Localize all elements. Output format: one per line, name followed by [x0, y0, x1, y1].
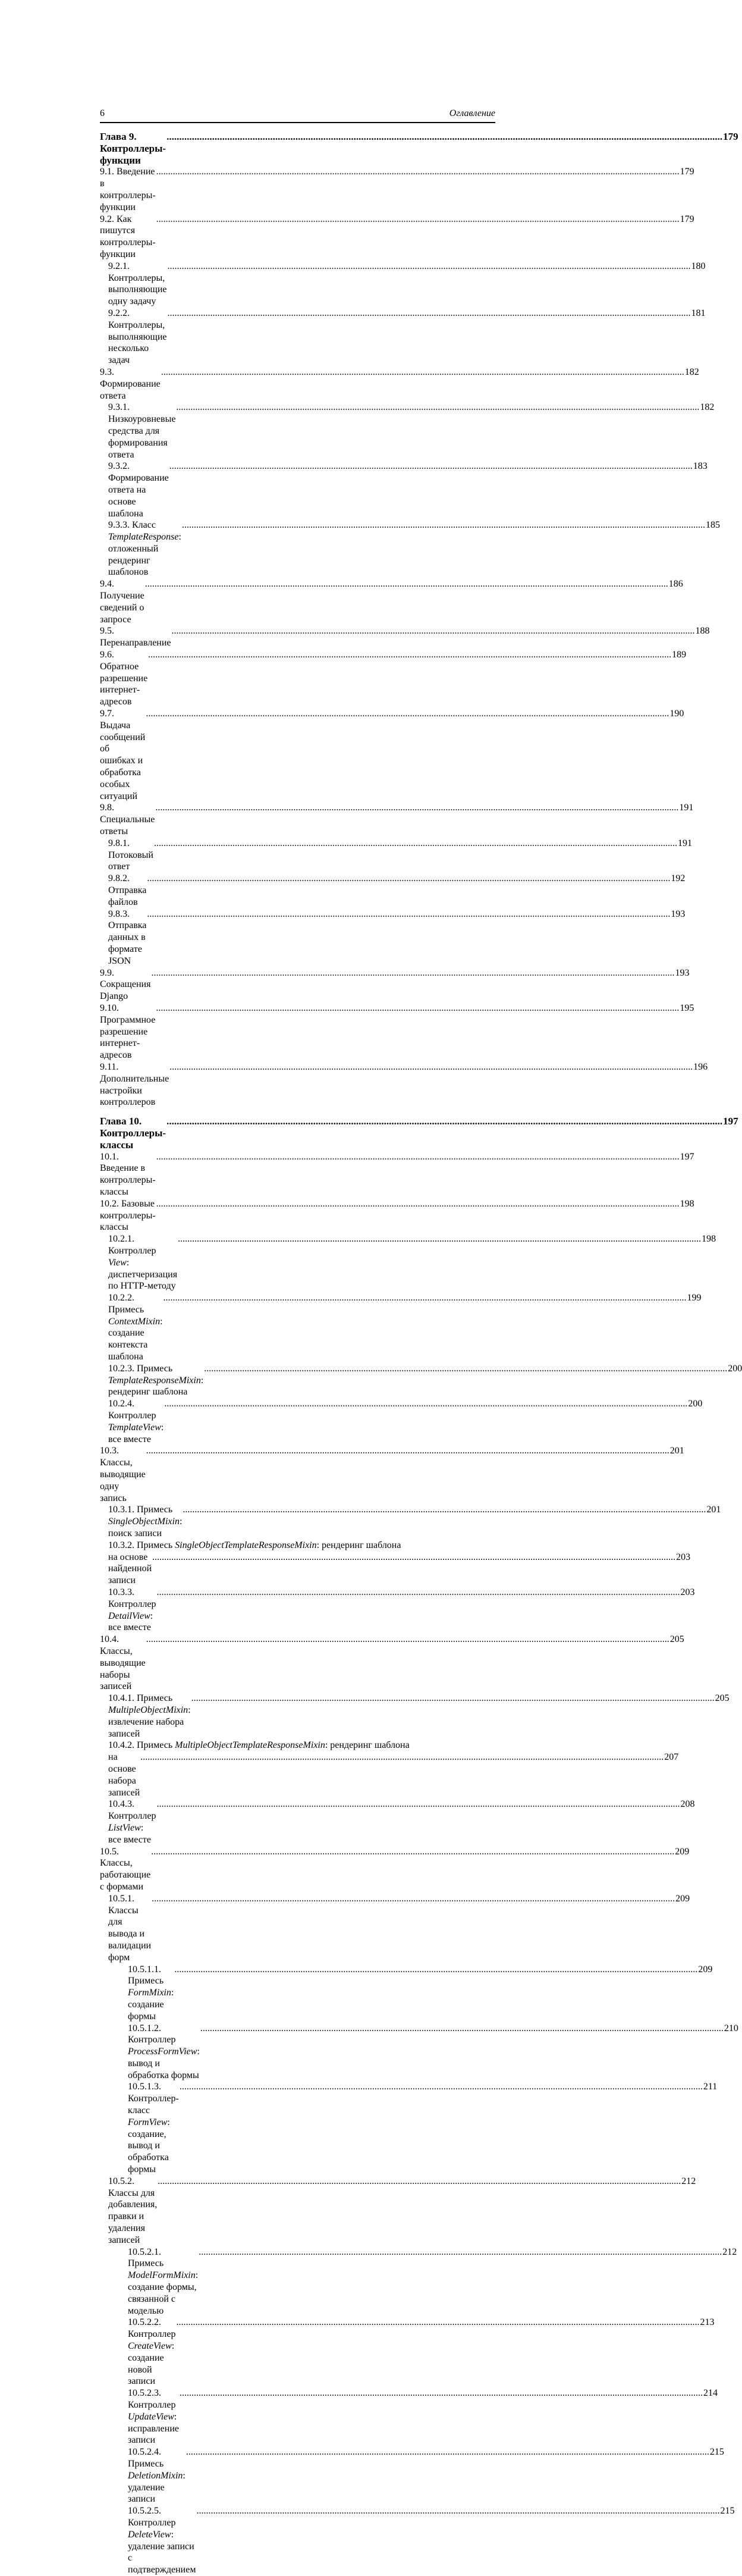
toc-page-number: 180	[691, 261, 706, 271]
dot-leader	[156, 1798, 680, 1810]
dot-leader	[156, 1198, 680, 1210]
toc-page-number: 192	[671, 873, 686, 884]
dot-leader	[146, 1445, 669, 1457]
toc-entry	[100, 838, 692, 873]
toc-entry-title: 10.5.2. Классы для добавления, правки и удаления записей	[108, 2176, 160, 2245]
dot-leader	[164, 1292, 687, 1304]
page-header	[100, 108, 495, 123]
toc-entry	[100, 460, 708, 519]
toc-entry-title: Глава 9. Контроллеры-функции	[100, 131, 166, 166]
toc-page-number: 208	[680, 1799, 695, 1810]
toc-page-number: 209	[675, 1893, 690, 1904]
dot-leader	[156, 1002, 679, 1014]
dot-leader	[164, 1398, 687, 1410]
toc-page-number: 199	[687, 1293, 702, 1303]
toc-page-number: 186	[668, 579, 683, 590]
toc-entry	[100, 1151, 694, 1198]
dot-leader	[147, 908, 670, 920]
toc-entry	[100, 1740, 495, 1751]
toc-entry	[100, 1445, 684, 1504]
dot-leader	[168, 308, 691, 319]
toc-entry-title: 9.8. Специальные ответы	[100, 803, 158, 837]
toc-entry	[100, 2446, 724, 2505]
toc-entry-title: 10.3.1. Примесь SingleObjectMixin: поиск записи	[108, 1505, 185, 1539]
toc-entry	[100, 1061, 708, 1108]
toc-page-number: 198	[702, 1234, 716, 1245]
toc-entry	[100, 2387, 718, 2446]
toc-entry	[100, 1634, 684, 1693]
toc-entry	[100, 2081, 718, 2175]
toc-page-number: 209	[675, 1846, 690, 1857]
toc-entry-title: 9.8.3. Отправка данных в формате JSON	[108, 908, 149, 966]
dot-leader	[145, 578, 668, 590]
toc-entry-title: 10.3. Классы, выводящие одну запись	[100, 1446, 148, 1503]
toc-entry-title: 9.1. Введение в контроллеры-функции	[100, 167, 158, 212]
dot-leader	[182, 519, 705, 531]
dot-leader	[156, 1587, 680, 1599]
toc-entry-title: 10.3.2. Примесь SingleObjectTemplateResponseMixin: рендеринг шаблона	[108, 1540, 401, 1550]
dot-leader	[154, 838, 677, 850]
toc-page-number: 179	[680, 167, 694, 177]
toc-page-number: 195	[680, 1002, 694, 1013]
dot-leader	[152, 1552, 675, 1563]
toc-entry-title: 9.4. Получение сведений о запросе	[100, 579, 147, 625]
toc-entry	[100, 1292, 702, 1363]
toc-entry-title: 9.2.2. Контроллеры, выполняющие несколько задач	[108, 308, 169, 366]
toc-page-number: 193	[675, 967, 690, 978]
toc-page-number: 182	[684, 366, 699, 377]
toc-page-number: 211	[703, 2082, 718, 2092]
toc-page-number: 212	[722, 2246, 737, 2257]
toc-page-number: 209	[698, 1964, 713, 1975]
toc-entry-title: 10.5.2.5. Контроллер DeleteView: удаление записи с подтверждением	[128, 2506, 199, 2575]
toc-entry	[100, 708, 684, 802]
toc-entry	[100, 802, 694, 837]
toc-page-number: 207	[664, 1752, 679, 1763]
toc-page-number: 190	[669, 709, 684, 719]
toc-entry-title: 9.11. Дополнительные настройки контроллеров	[100, 1061, 172, 1108]
toc-page-number: 200	[688, 1399, 703, 1409]
dot-leader	[169, 460, 693, 472]
toc-entry-title: 9.10. Программное разрешение интернет-адресов	[100, 1002, 158, 1061]
dot-leader	[180, 2081, 703, 2093]
toc-entry	[100, 214, 694, 261]
toc-entry-title: 9.9. Сокращения Django	[100, 967, 153, 1002]
toc-entry-title: 9.2. Как пишутся контроллеры-функции	[100, 214, 156, 259]
dot-leader	[180, 2387, 703, 2399]
toc-entry	[100, 649, 687, 708]
toc-page-number: 201	[706, 1505, 721, 1515]
dot-leader	[191, 1693, 715, 1704]
toc-page-number: 182	[700, 402, 715, 413]
toc-page-number: 197	[723, 1115, 738, 1127]
toc-entry	[100, 1504, 721, 1539]
toc-entry-title: 10.5.2.2. Контроллер CreateView: создание новой записи	[128, 2317, 178, 2387]
toc-entry-title: 9.3.2. Формирование ответа на основе шаблона	[108, 461, 171, 519]
dot-leader	[152, 1893, 675, 1905]
dot-leader	[204, 1363, 727, 1375]
toc-entry-title: на основе набора записей	[108, 1752, 140, 1798]
table-of-contents	[100, 131, 742, 2576]
dot-leader	[166, 1115, 722, 1127]
toc-entry-title: 10.2.2. Примесь ContextMixin: создание контекста шаблона	[108, 1293, 165, 1362]
dot-leader	[176, 2317, 699, 2329]
toc-entry	[100, 261, 706, 308]
dot-leader	[168, 261, 691, 272]
dot-leader	[151, 967, 674, 979]
toc-entry-title: 10.3.3. Контроллер DetailView: все вместе	[108, 1587, 159, 1633]
toc-page-number: 191	[679, 803, 694, 813]
toc-entry	[100, 1798, 695, 1845]
toc-page-number: 212	[681, 2176, 696, 2186]
page-number: 6	[100, 108, 105, 118]
toc-chapter-entry	[100, 131, 738, 166]
dot-leader	[148, 649, 671, 661]
dot-leader	[199, 2246, 722, 2258]
toc-page-number: 181	[691, 308, 706, 318]
toc-page-number: 215	[720, 2506, 735, 2517]
dot-leader	[156, 214, 680, 225]
toc-entry-title: 10.5.2.4. Примесь DeletionMixin: удаление записи	[128, 2447, 188, 2505]
dot-leader	[156, 1151, 680, 1163]
dot-leader	[140, 1751, 664, 1763]
toc-entry-title: 9.6. Обратное разрешение интернет-адресов	[100, 650, 150, 707]
toc-page-number: 201	[669, 1446, 684, 1456]
toc-entry	[100, 1846, 690, 1893]
dot-leader	[166, 131, 722, 143]
toc-entry	[100, 1233, 716, 1292]
toc-entry-title: 10.4.1. Примесь MultipleObjectMixin: извлечение набора записей	[108, 1693, 193, 1739]
toc-entry-title: 10.5.2.3. Контроллер UpdateView: исправление записи	[128, 2388, 181, 2446]
toc-entry-title: 9.3. Формирование ответа	[100, 366, 163, 401]
toc-entry	[100, 1398, 703, 1445]
dot-leader	[172, 625, 695, 637]
dot-leader	[186, 2446, 709, 2458]
dot-leader	[151, 1846, 674, 1858]
toc-page-number: 200	[728, 1363, 742, 1374]
toc-entry	[100, 967, 690, 1002]
toc-entry-title: 10.4.3. Контроллер ListView: все вместе	[108, 1799, 159, 1845]
toc-entry	[100, 166, 694, 213]
toc-entry	[100, 308, 706, 366]
toc-entry-title: 10.5. Классы, работающие с формами	[100, 1846, 153, 1892]
toc-page-number: 197	[680, 1151, 694, 1162]
toc-entry	[100, 1002, 694, 1061]
toc-page-number: 215	[709, 2447, 724, 2458]
toc-entry	[100, 402, 715, 460]
toc-page-number: 210	[724, 2023, 738, 2033]
toc-entry-title: 10.2.3. Примесь TemplateResponseMixin: рендеринг шаблона	[108, 1363, 206, 1397]
toc-page-number: 179	[723, 131, 738, 142]
dot-leader	[147, 873, 670, 885]
toc-entry	[100, 2023, 738, 2082]
toc-entry-title: 9.8.1. Потоковый ответ	[108, 838, 156, 872]
dot-leader	[156, 166, 680, 178]
toc-entry-title: 10.5.1.3. Контроллер-класс FormView: создание, вывод и обработка формы	[128, 2082, 179, 2175]
toc-entry	[100, 1552, 691, 1587]
page-header-title: Оглавление	[449, 108, 495, 118]
dot-leader	[183, 1504, 706, 1516]
toc-entry-title: 9.3.1. Низкоуровневые средства для формирования ответа	[108, 402, 178, 460]
dot-leader	[178, 1233, 701, 1245]
toc-entry-title: 10.1. Введение в контроллеры-классы	[100, 1151, 156, 1197]
toc-entry-title: 10.4.2. Примесь MultipleObjectTemplateResponseMixin: рендеринг шаблона	[108, 1740, 410, 1751]
dot-leader	[161, 366, 684, 378]
toc-entry	[100, 625, 710, 649]
toc-entry	[100, 2246, 737, 2317]
toc-entry	[100, 908, 686, 967]
dot-leader	[146, 708, 669, 720]
toc-entry	[100, 1964, 713, 2023]
toc-entry	[100, 1693, 730, 1740]
dot-leader	[155, 802, 678, 814]
toc-page-number: 188	[695, 626, 710, 637]
toc-page-number: 193	[671, 908, 686, 919]
toc-page-number: 205	[669, 1634, 684, 1645]
toc-entry-title: Глава 10. Контроллеры-классы	[100, 1115, 166, 1151]
toc-entry	[100, 1893, 690, 1964]
toc-entry-title: 10.2.4. Контроллер TemplateView: все вместе	[108, 1399, 166, 1444]
toc-page-number: 203	[680, 1587, 695, 1598]
toc-entry	[100, 1363, 742, 1398]
toc-page-number: 198	[680, 1198, 694, 1209]
toc-page-number: 205	[715, 1693, 730, 1704]
toc-page-number: 196	[693, 1061, 708, 1072]
toc-entry-title: 10.2. Базовые контроллеры-классы	[100, 1198, 157, 1233]
toc-page-number: 189	[672, 650, 687, 660]
toc-entry-title: 10.5.1. Классы для вывода и валидации форм	[108, 1893, 154, 1963]
toc-page-number: 213	[700, 2317, 715, 2328]
toc-entry	[100, 2505, 735, 2576]
toc-entry-title: 9.3.3. Класс TemplateResponse: отложенный рендеринг шаблонов	[108, 520, 184, 578]
dot-leader	[174, 1964, 697, 1976]
toc-page-number: 179	[680, 214, 694, 224]
toc-entry	[100, 1751, 679, 1798]
toc-entry	[100, 2317, 715, 2387]
dot-leader	[158, 2176, 681, 2188]
dot-leader	[146, 1634, 669, 1646]
toc-entry	[100, 366, 699, 402]
toc-entry	[100, 519, 720, 578]
toc-entry-title: на основе найденной записи	[108, 1552, 155, 1586]
dot-leader	[200, 2023, 724, 2035]
toc-entry	[100, 1587, 695, 1634]
toc-entry	[100, 1198, 694, 1233]
toc-page-number: 203	[676, 1552, 691, 1562]
toc-page-number: 185	[705, 520, 720, 531]
toc-entry-title: 9.5. Перенаправление	[100, 626, 174, 648]
toc-entry-title: 9.2.1. Контроллеры, выполняющие одну задачу	[108, 261, 169, 307]
toc-entry-title: 10.4. Классы, выводящие наборы записей	[100, 1634, 148, 1692]
toc-entry	[100, 1540, 495, 1552]
toc-entry	[100, 578, 683, 625]
toc-entry-title: 10.2.1. Контроллер View: диспетчеризация по HTTP-методу	[108, 1234, 180, 1292]
toc-entry-title: 9.8.2. Отправка файлов	[108, 873, 149, 907]
toc-entry	[100, 2176, 696, 2246]
toc-entry-title: 10.5.2.1. Примесь ModelFormMixin: создание формы, связанной с моделью	[128, 2246, 201, 2316]
toc-entry-title: 9.7. Выдача сообщений об ошибках и обработка особых ситуаций	[100, 709, 148, 801]
toc-entry-title: 10.5.1.1. Примесь FormMixin: создание формы	[128, 1964, 177, 2022]
toc-chapter-entry	[100, 1115, 738, 1151]
toc-page-number: 214	[703, 2388, 718, 2399]
toc-page-number: 183	[693, 461, 708, 472]
dot-leader	[196, 2505, 719, 2517]
dot-leader	[169, 1061, 693, 1073]
toc-page-number: 191	[677, 838, 692, 848]
dot-leader	[176, 402, 699, 413]
toc-entry-title: 10.5.1.2. Контроллер ProcessFormView: вывод и обработка формы	[128, 2023, 202, 2080]
toc-entry	[100, 873, 686, 908]
